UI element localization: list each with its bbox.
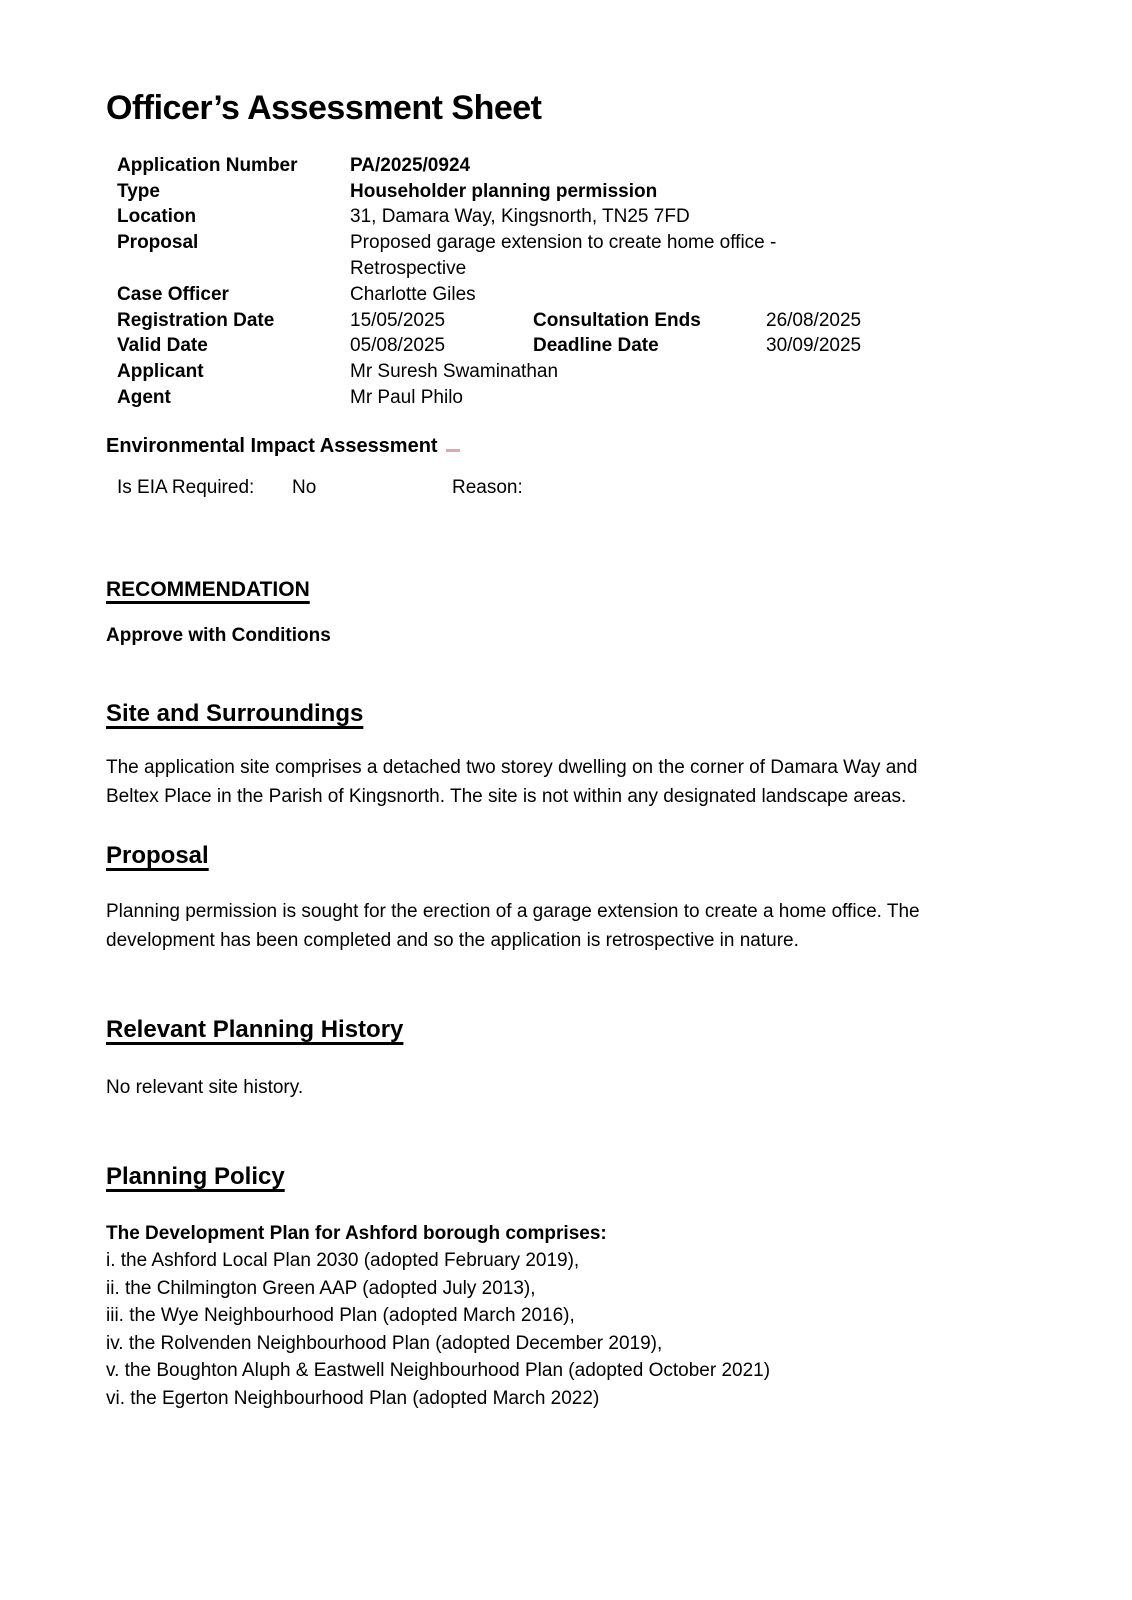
field-value: 15/05/2025 bbox=[350, 309, 446, 331]
section-heading-site-and-surroundings: Site and Surroundings bbox=[106, 699, 364, 727]
field-value: 30/09/2025 bbox=[766, 335, 862, 357]
development-plan-list bbox=[106, 1247, 1026, 1412]
field-row-applicant bbox=[117, 359, 1026, 385]
field-row-application-number bbox=[117, 153, 1026, 179]
section-heading-planning-policy: Planning Policy bbox=[106, 1162, 285, 1190]
development-plan-item: ii. the Chilmington Green AAP (adopted July 2013), bbox=[106, 1277, 536, 1299]
section-heading-proposal: Proposal bbox=[106, 841, 209, 869]
eia-reason-label: Reason: bbox=[452, 476, 523, 498]
field-label: Application Number bbox=[117, 154, 298, 176]
field-value: Proposed garage extension to create home office - Retrospective bbox=[350, 232, 777, 279]
development-plan-item: iii. the Wye Neighbourhood Plan (adopted March 2016), bbox=[106, 1305, 575, 1327]
field-label: Agent bbox=[117, 386, 171, 408]
site-and-surroundings-paragraph: The application site comprises a detached two storey dwelling on the corner of Damara Way and Beltex Place in the Parish of Kingsnorth. The site is not within any designated landscape areas. bbox=[106, 756, 918, 807]
eia-section-heading bbox=[106, 433, 1026, 459]
field-label: Consultation Ends bbox=[533, 309, 701, 331]
development-plan-item: v. the Boughton Aluph & Eastwell Neighbourhood Plan (adopted October 2021) bbox=[106, 1360, 771, 1382]
development-plan-item: i. the Ashford Local Plan 2030 (adopted February 2019), bbox=[106, 1250, 580, 1272]
application-details-table bbox=[117, 153, 1026, 411]
field-row-location bbox=[117, 204, 1026, 230]
eia-heading-text: Environmental Impact Assessment bbox=[106, 434, 438, 457]
tracked-change-mark bbox=[446, 449, 460, 452]
field-value: Householder planning permission bbox=[350, 180, 658, 202]
recommendation-heading: RECOMMENDATION bbox=[106, 577, 310, 601]
field-value: PA/2025/0924 bbox=[350, 154, 471, 176]
field-label: Proposal bbox=[117, 232, 199, 254]
field-value: Mr Paul Philo bbox=[350, 386, 463, 408]
eia-question-row bbox=[117, 475, 1026, 501]
page-title: Officer’s Assessment Sheet bbox=[106, 89, 542, 127]
development-plan-item: vi. the Egerton Neighbourhood Plan (adopted March 2022) bbox=[106, 1387, 600, 1409]
field-row-case-officer bbox=[117, 282, 1026, 308]
eia-required-answer: No bbox=[292, 476, 317, 498]
field-row-proposal bbox=[117, 230, 1026, 282]
field-label: Valid Date bbox=[117, 335, 208, 357]
field-row-valid-date bbox=[117, 333, 1026, 359]
field-value: Mr Suresh Swaminathan bbox=[350, 361, 559, 383]
planning-history-paragraph: No relevant site history. bbox=[106, 1076, 304, 1098]
field-label: Deadline Date bbox=[533, 335, 659, 357]
field-label: Registration Date bbox=[117, 309, 275, 331]
eia-required-label: Is EIA Required: bbox=[117, 476, 255, 498]
field-value: 05/08/2025 bbox=[350, 335, 446, 357]
section-heading-relevant-planning-history: Relevant Planning History bbox=[106, 1015, 404, 1043]
field-label: Applicant bbox=[117, 361, 204, 383]
field-row-registration-date bbox=[117, 308, 1026, 334]
field-value: 31, Damara Way, Kingsnorth, TN25 7FD bbox=[350, 206, 690, 228]
field-label: Type bbox=[117, 180, 160, 202]
field-row-agent bbox=[117, 385, 1026, 411]
development-plan-item: iv. the Rolvenden Neighbourhood Plan (adopted December 2019), bbox=[106, 1332, 663, 1354]
field-value: 26/08/2025 bbox=[766, 309, 862, 331]
field-label: Case Officer bbox=[117, 283, 229, 305]
development-plan-intro: The Development Plan for Ashford borough comprises: bbox=[106, 1222, 607, 1244]
field-row-type bbox=[117, 179, 1026, 205]
field-value: Charlotte Giles bbox=[350, 283, 476, 305]
field-label: Location bbox=[117, 206, 197, 228]
proposal-paragraph: Planning permission is sought for the erection of a garage extension to create a home office. The development has been completed and so the application is retrospective in nature. bbox=[106, 900, 920, 951]
recommendation-value: Approve with Conditions bbox=[106, 624, 331, 646]
